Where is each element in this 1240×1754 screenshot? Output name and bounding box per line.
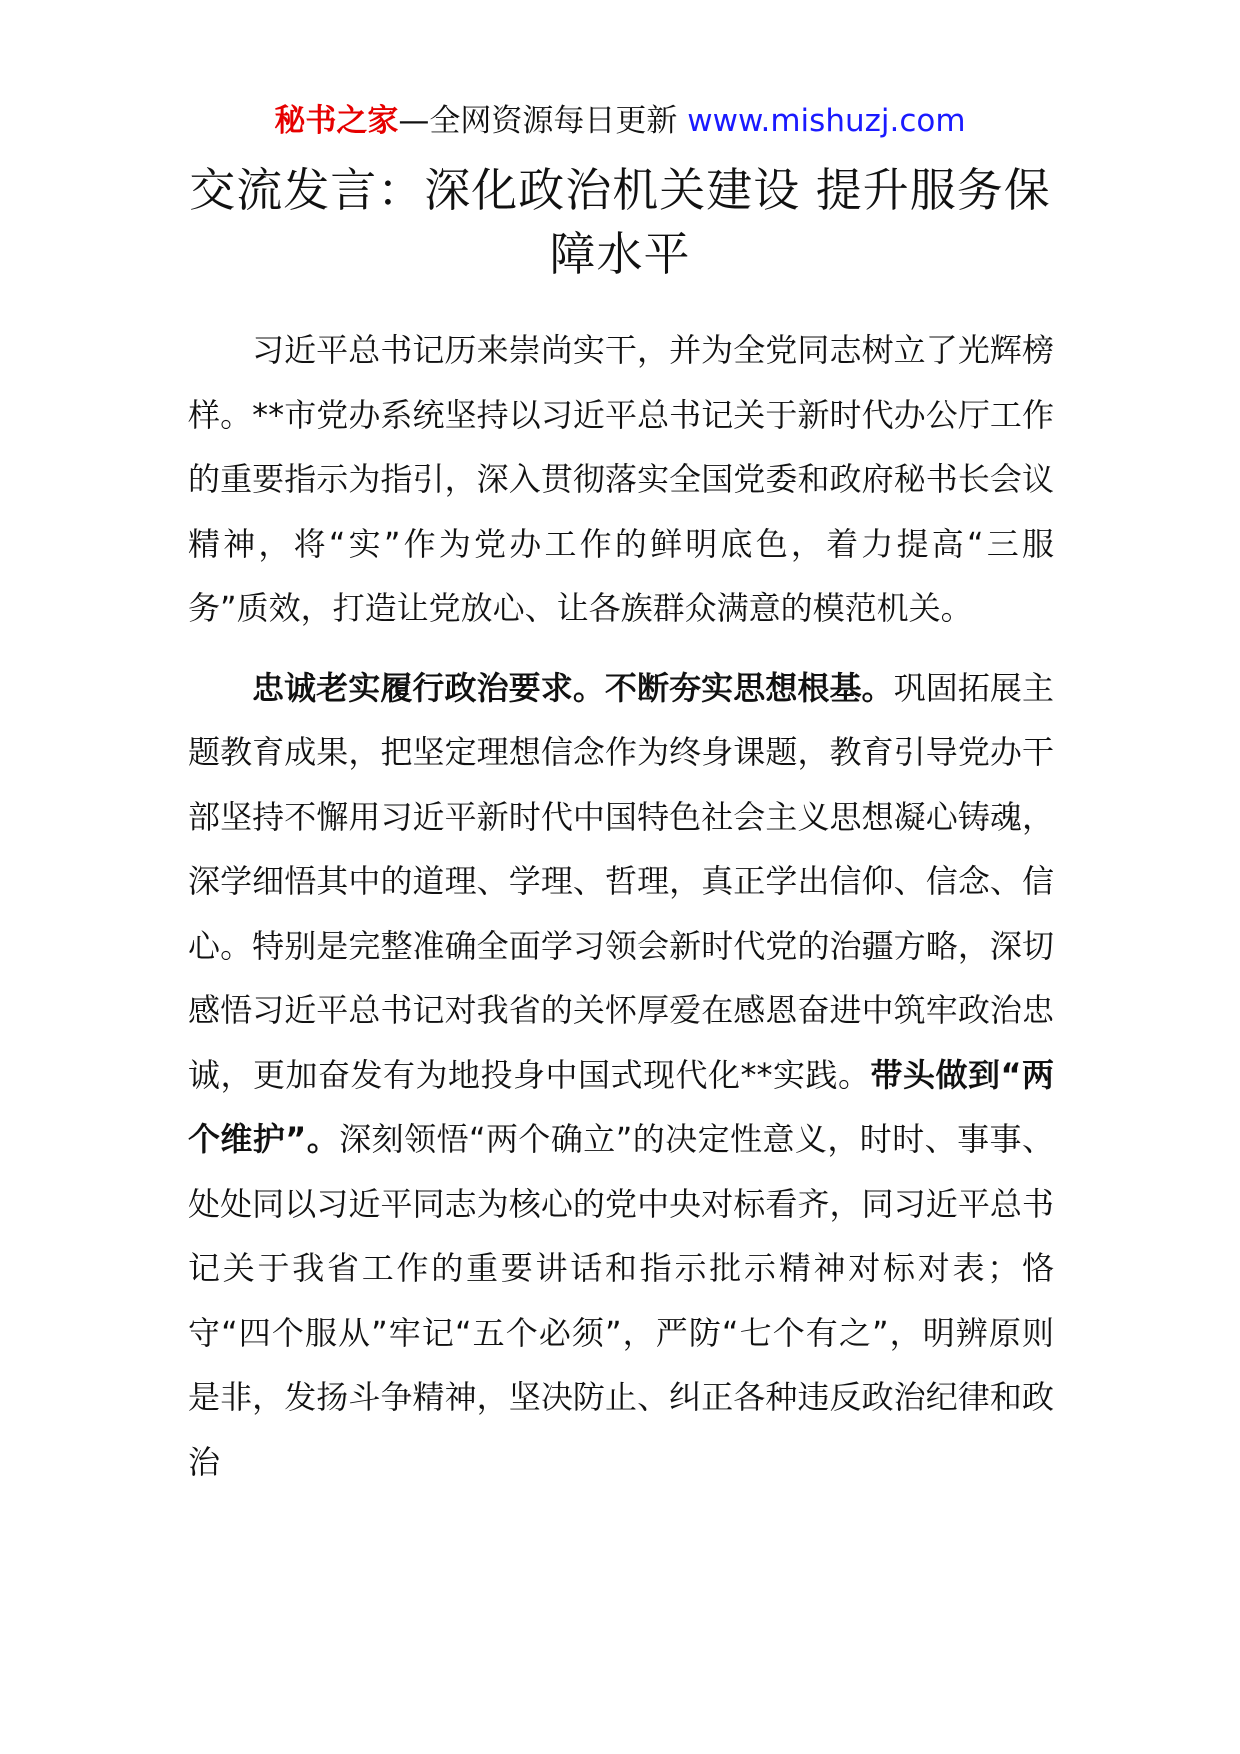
section-heading: 忠诚老实履行政治要求。不断夯实思想根基。 (252, 668, 894, 707)
paragraph-loyalty (188, 656, 1054, 1495)
paragraph-text-continued: 深刻领悟“两个确立”的决定性意义，时时、事事、处处同以习近平同志为核心的党中央对标看齐，同习近平总书记关于我省工作的重要讲话和指示批示精神对标对表；恪守“四个服从”牢记“五个必须”，严防“七个有之”，明辨原则是非，发扬斗争精神，坚决防止、纠正各种违反政治纪律和政治 (188, 1120, 1054, 1481)
site-url-link[interactable]: www.mishuzj.com (687, 103, 966, 139)
paragraph-text: 巩固拓展主题教育成果，把坚定理想信念作为终身课题，教育引导党办干部坚持不懈用习近平新时代中国特色社会主义思想凝心铸魂，深学细悟其中的道理、学理、哲理，真正学出信仰、信念、信心。特别是完整准确全面学习领会新时代党的治疆方略，深切感悟习近平总书记对我省的关怀厚爱在感恩奋进中筑牢政治忠诚，更加奋发有为地投身中国式现代化**实践。 (188, 668, 1054, 1094)
site-header (0, 98, 1240, 144)
header-tagline: —全网资源每日更新 (398, 103, 688, 139)
document-title: 交流发言：深化政治机关建设 提升服务保障水平 (189, 163, 1051, 281)
subsection-heading: 带头做到“两个维护”。 (188, 1055, 1054, 1158)
brand-name: 秘书之家 (274, 103, 399, 139)
document-body (188, 318, 1054, 1494)
paragraph-intro: 习近平总书记历来崇尚实干，并为全党同志树立了光辉榜样。**市党办系统坚持以习近平总书记关于新时代办公厅工作的重要指示为指引，深入贯彻落实全国党委和政府秘书长会议精神，将“实”作为党办工作的鲜明底色，着力提高“三服务”质效，打造让党放心、让各族群众满意的模范机关。 (188, 331, 1054, 627)
